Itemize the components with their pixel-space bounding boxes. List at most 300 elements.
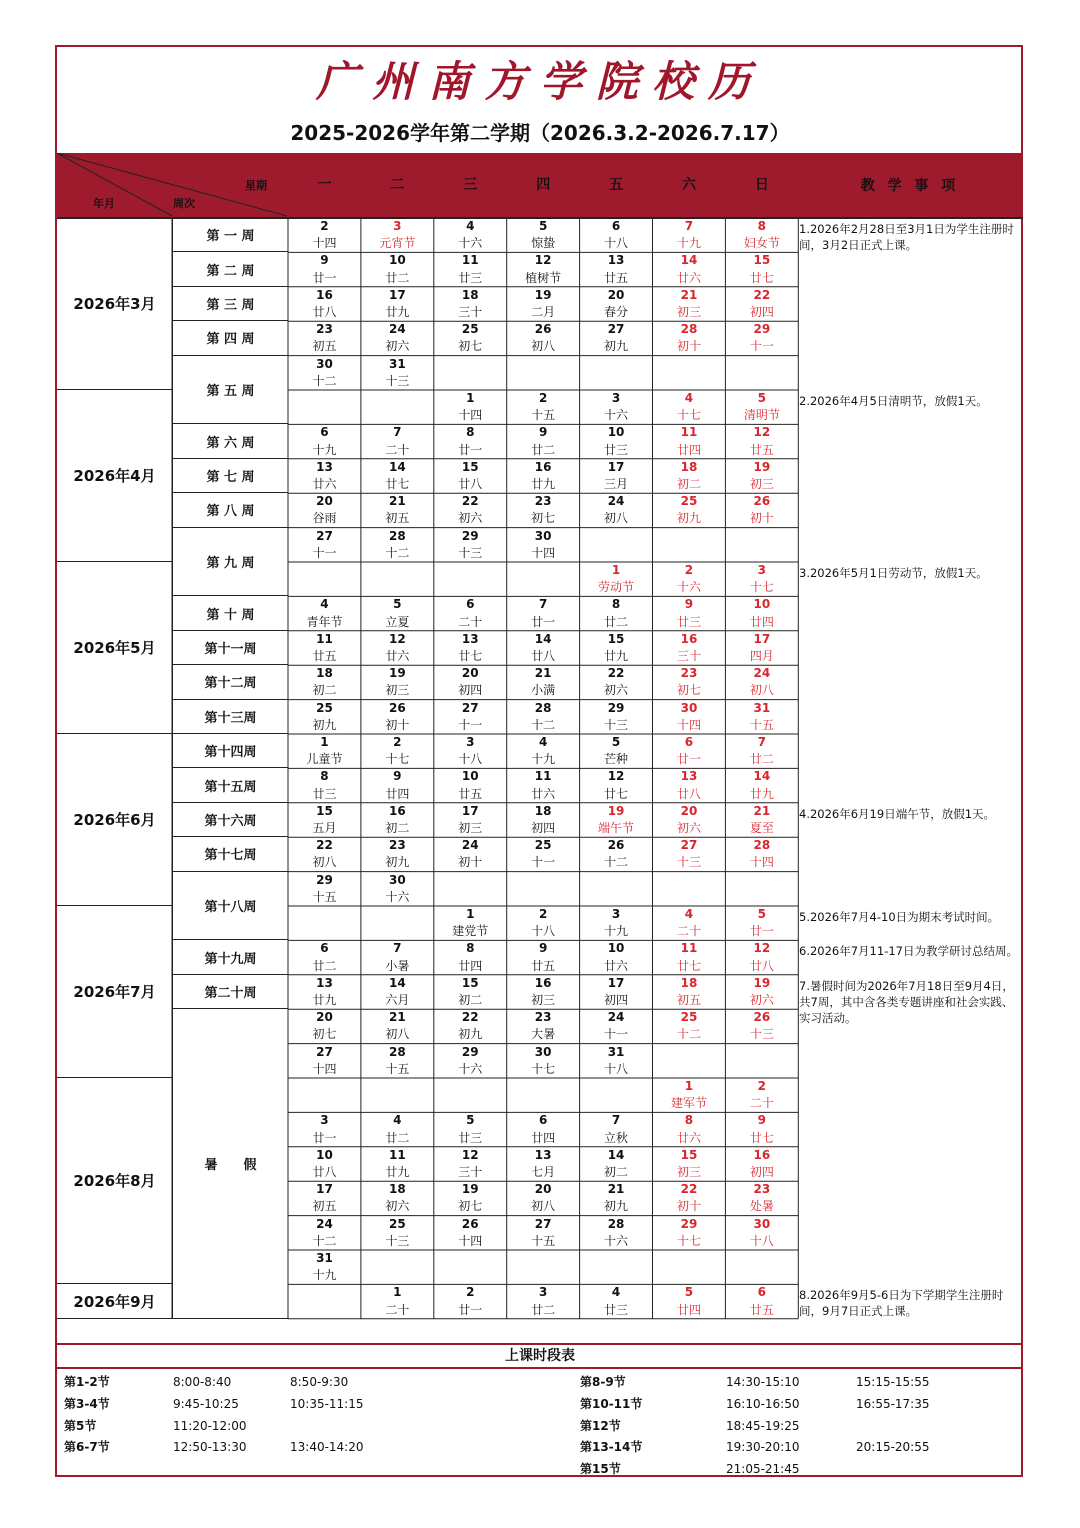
date-number: 28: [534, 700, 552, 715]
date-number: 5: [684, 1285, 694, 1300]
date-number: 23: [316, 322, 333, 337]
period-time: 20:15-20:55: [856, 1440, 930, 1455]
teaching-note: 3.2026年5月1日劳动节，放假1天。: [799, 566, 988, 580]
lunar-date: 十七: [749, 580, 774, 595]
lunar-date: 初六: [458, 511, 483, 526]
date-number: 3: [466, 735, 475, 749]
lunar-date: 十八: [531, 924, 556, 939]
date-number: 24: [461, 838, 479, 853]
lunar-date: 廿五: [749, 442, 774, 457]
lunar-date: 廿三: [458, 1130, 483, 1145]
lunar-date: 廿八: [531, 649, 556, 663]
lunar-date: 廿六: [312, 477, 337, 491]
lunar-date: 十三: [458, 545, 483, 560]
lunar-date: 初九: [458, 1027, 483, 1042]
period-label: 第13-14节: [580, 1440, 643, 1455]
lunar-date: 初九: [312, 717, 337, 732]
date-number: 6: [538, 1113, 548, 1128]
date-number: 17: [753, 631, 771, 646]
lunar-date: 十七: [676, 1233, 701, 1248]
lunar-date: 大暑: [531, 1027, 556, 1042]
lunar-date: 初六: [385, 1199, 410, 1214]
lunar-date: 十六: [458, 236, 483, 251]
lunar-date: 妇女节: [743, 236, 780, 251]
lunar-date: 春分: [604, 305, 629, 319]
week-label: 第 十 周: [172, 596, 288, 630]
day-header-5: 五: [609, 177, 624, 193]
lunar-date: 二月: [531, 305, 556, 319]
week-label: 第十四周: [172, 734, 288, 768]
date-number: 16: [388, 803, 406, 818]
date-number: 22: [461, 494, 479, 509]
lunar-date: 十四: [312, 236, 337, 251]
lunar-date: 廿四: [385, 786, 410, 801]
lunar-date: 十四: [458, 408, 483, 423]
date-number: 28: [388, 1044, 406, 1059]
lunar-date: 十九: [676, 236, 701, 251]
lunar-date: 初八: [604, 511, 629, 526]
date-number: 8: [611, 597, 621, 612]
date-number: 18: [316, 666, 333, 681]
date-number: 16: [534, 459, 552, 474]
date-number: 4: [611, 1285, 621, 1300]
date-number: 8: [466, 425, 475, 440]
date-number: 9: [320, 253, 329, 268]
lunar-date: 十三: [676, 855, 701, 870]
date-number: 19: [753, 975, 771, 990]
lunar-date: 十八: [458, 752, 483, 767]
date-number: 2: [684, 563, 694, 577]
lunar-date: 建党节: [452, 924, 489, 939]
period-time: 8:00-8:40: [173, 1375, 232, 1389]
date-number: 24: [607, 1010, 625, 1025]
date-number: 31: [753, 700, 771, 715]
date-number: 12: [461, 1147, 479, 1162]
lunar-date: 四月: [749, 649, 774, 663]
date-number: 4: [684, 907, 694, 921]
date-number: 26: [388, 700, 406, 715]
date-number: 28: [607, 1216, 625, 1231]
lunar-date: 初四: [749, 1165, 774, 1179]
date-number: 5: [611, 735, 621, 749]
date-number: 11: [680, 941, 698, 956]
period-label: 第8-9节: [580, 1375, 626, 1389]
week-label: 第二十周: [172, 975, 288, 1009]
date-number: 15: [316, 803, 333, 818]
date-number: 7: [757, 735, 767, 749]
date-number: 16: [316, 287, 333, 302]
date-number: 14: [753, 769, 771, 784]
date-number: 18: [534, 803, 552, 818]
date-number: 10: [753, 597, 771, 612]
date-number: 23: [680, 666, 698, 681]
lunar-date: 十八: [604, 1061, 629, 1076]
lunar-date: 初十: [676, 339, 701, 354]
week-label: 第 八 周: [172, 493, 288, 527]
date-number: 31: [316, 1251, 333, 1265]
date-number: 16: [753, 1147, 771, 1162]
date-number: 24: [753, 666, 771, 681]
lunar-date: 端午节: [598, 821, 635, 835]
lunar-date: 十三: [385, 1233, 410, 1248]
date-number: 26: [534, 322, 552, 337]
date-number: 4: [684, 391, 694, 405]
date-number: 13: [607, 253, 625, 268]
date-number: 15: [680, 1147, 698, 1162]
date-number: 1: [684, 1079, 694, 1093]
lunar-date: 三月: [604, 477, 629, 491]
day-header-1: 一: [317, 177, 332, 193]
date-number: 22: [607, 666, 625, 681]
date-number: 13: [680, 769, 698, 784]
date-number: 6: [320, 941, 329, 956]
date-number: 18: [461, 287, 479, 302]
date-number: 20: [680, 803, 698, 818]
date-number: 23: [534, 494, 552, 509]
date-number: 21: [388, 1010, 406, 1025]
date-number: 20: [534, 1182, 552, 1197]
lunar-date: 初九: [604, 1199, 629, 1214]
date-number: 24: [388, 322, 406, 337]
date-number: 5: [538, 219, 548, 233]
lunar-date: 初三: [749, 477, 774, 491]
period-time: 15:15-15:55: [856, 1375, 930, 1389]
date-number: 2: [466, 1285, 475, 1300]
lunar-date: 初六: [604, 683, 629, 698]
lunar-date: 二十: [385, 442, 410, 457]
date-number: 10: [607, 425, 625, 440]
date-number: 4: [393, 1113, 402, 1128]
lunar-date: 元宵节: [379, 236, 416, 251]
day-header-3: 三: [463, 177, 478, 193]
period-time: 11:20-12:00: [173, 1418, 247, 1433]
lunar-date: 十二: [604, 855, 629, 870]
date-number: 20: [461, 666, 479, 681]
date-number: 3: [611, 907, 621, 921]
date-number: 3: [320, 1113, 329, 1128]
date-number: 30: [534, 528, 552, 543]
lunar-date: 初五: [312, 1199, 337, 1214]
period-time: 14:30-15:10: [726, 1375, 800, 1389]
date-number: 6: [320, 425, 329, 440]
date-number: 8: [466, 941, 475, 956]
lunar-date: 初三: [385, 683, 410, 698]
date-number: 25: [680, 494, 698, 509]
lunar-date: 二十: [385, 1302, 410, 1317]
date-number: 8: [757, 219, 767, 233]
date-number: 7: [684, 219, 694, 233]
lunar-date: 十一: [531, 855, 556, 870]
lunar-date: 廿一: [531, 614, 556, 629]
lunar-date: 廿二: [749, 752, 774, 767]
week-label: 第十五周: [172, 768, 288, 802]
date-number: 11: [316, 631, 333, 646]
lunar-date: 廿四: [676, 1302, 701, 1317]
date-number: 9: [538, 941, 548, 956]
date-number: 1: [393, 1285, 402, 1300]
lunar-date: 劳动节: [598, 580, 635, 595]
day-header-6: 六: [682, 177, 696, 193]
date-number: 3: [393, 219, 402, 233]
date-number: 10: [388, 253, 406, 268]
date-number: 21: [680, 287, 698, 302]
date-number: 23: [753, 1182, 771, 1197]
date-number: 4: [320, 597, 329, 612]
date-number: 29: [607, 700, 625, 715]
date-number: 11: [388, 1147, 406, 1162]
date-number: 2: [538, 907, 548, 921]
lunar-date: 初六: [749, 993, 774, 1007]
semester-subtitle: 2025-2026学年第二学期（2026.3.2-2026.7.17）: [290, 121, 790, 145]
lunar-date: 廿五: [531, 958, 556, 973]
date-number: 15: [461, 459, 479, 474]
date-number: 12: [388, 631, 406, 646]
date-number: 21: [753, 803, 771, 818]
date-number: 25: [680, 1010, 698, 1025]
lunar-date: 廿四: [749, 614, 774, 629]
date-number: 22: [680, 1182, 698, 1197]
date-number: 14: [388, 975, 406, 990]
period-label: 第3-4节: [64, 1396, 110, 1411]
lunar-date: 初三: [676, 305, 701, 319]
date-number: 15: [607, 631, 625, 646]
lunar-date: 十八: [749, 1233, 774, 1248]
lunar-date: 十八: [604, 236, 629, 251]
lunar-date: 五月: [312, 821, 337, 835]
month-label: 2026年5月: [57, 562, 172, 734]
lunar-date: 初七: [312, 1027, 337, 1042]
week-label: 第十三周: [172, 700, 288, 734]
period-label: 第10-11节: [580, 1396, 643, 1411]
lunar-date: 初八: [312, 855, 337, 870]
date-number: 6: [684, 735, 694, 749]
month-label: 2026年3月: [57, 218, 172, 390]
lunar-date: 初九: [676, 511, 701, 526]
week-label: 第 四 周: [172, 321, 288, 355]
lunar-date: 十五: [531, 1233, 556, 1248]
lunar-date: 廿八: [312, 305, 337, 319]
lunar-date: 十一: [458, 717, 483, 732]
lunar-date: 七月: [531, 1165, 556, 1179]
lunar-date: 廿七: [676, 958, 701, 973]
date-number: 30: [316, 356, 333, 371]
date-number: 19: [461, 1182, 479, 1197]
date-number: 25: [388, 1216, 406, 1231]
date-number: 16: [680, 631, 698, 646]
lunar-date: 儿童节: [306, 752, 343, 767]
date-number: 14: [680, 253, 698, 268]
date-number: 5: [393, 597, 402, 612]
teaching-note: 8.2026年9月5-6日为下学期学生注册时间，9月7日正式上课。: [799, 1288, 1004, 1319]
day-header-7: 日: [754, 177, 769, 193]
date-number: 14: [388, 459, 406, 474]
date-number: 22: [461, 1010, 479, 1025]
lunar-date: 廿七: [458, 649, 483, 663]
lunar-date: 小满: [531, 683, 556, 698]
teaching-note: 5.2026年7月4-10日为期末考试时间。: [799, 910, 1000, 924]
lunar-date: 廿六: [676, 1130, 701, 1145]
lunar-date: 建军节: [670, 1096, 707, 1111]
date-number: 12: [753, 941, 771, 956]
lunar-date: 初十: [749, 511, 774, 526]
lunar-date: 十九: [531, 752, 556, 767]
date-number: 4: [538, 735, 548, 749]
lunar-date: 廿四: [458, 958, 483, 973]
date-number: 13: [316, 459, 333, 474]
lunar-date: 十三: [604, 717, 629, 732]
lunar-date: 廿五: [312, 649, 337, 663]
lunar-date: 清明节: [743, 408, 780, 423]
month-label: 2026年8月: [57, 1078, 172, 1284]
date-number: 26: [461, 1216, 479, 1231]
lunar-date: 青年节: [306, 614, 343, 629]
lunar-date: 廿九: [312, 993, 337, 1007]
date-number: 10: [316, 1147, 333, 1162]
date-number: 21: [534, 666, 552, 681]
lunar-date: 初二: [604, 1165, 629, 1179]
lunar-date: 植树节: [525, 270, 562, 285]
date-number: 17: [316, 1182, 333, 1197]
lunar-date: 十一: [604, 1027, 629, 1042]
teaching-note: 6.2026年7月11-17日为教学研讨总结周。: [799, 944, 1018, 959]
lunar-date: 廿四: [531, 1130, 556, 1145]
week-label: 第十一周: [172, 631, 288, 665]
day-header-2: 二: [390, 177, 405, 193]
lunar-date: 廿七: [385, 477, 410, 491]
date-number: 28: [388, 528, 406, 543]
lunar-date: 初五: [676, 993, 701, 1007]
month-label: 2026年7月: [57, 906, 172, 1078]
lunar-date: 廿三: [604, 442, 629, 457]
lunar-date: 十七: [531, 1061, 556, 1076]
date-number: 24: [316, 1216, 333, 1231]
lunar-date: 初六: [385, 339, 410, 354]
lunar-date: 初二: [312, 683, 337, 698]
header-month-label: 年月: [93, 197, 115, 210]
lunar-date: 十五: [749, 717, 774, 732]
lunar-date: 初八: [749, 683, 774, 698]
lunar-date: 廿七: [749, 1130, 774, 1145]
week-label: 第十六周: [172, 803, 288, 837]
date-number: 21: [388, 494, 406, 509]
lunar-date: 芒种: [604, 752, 629, 767]
lunar-date: 廿二: [531, 1302, 556, 1317]
date-number: 26: [753, 1010, 771, 1025]
period-time: 16:55-17:35: [856, 1396, 930, 1411]
lunar-date: 初四: [531, 821, 556, 835]
date-number: 18: [680, 975, 698, 990]
lunar-date: 初四: [749, 305, 774, 319]
lunar-date: 十六: [604, 1233, 629, 1248]
lunar-date: 廿一: [676, 752, 701, 767]
lunar-date: 廿七: [604, 786, 629, 801]
header-weekday-label: 星期: [245, 179, 267, 192]
date-number: 6: [611, 219, 621, 233]
lunar-date: 夏至: [749, 821, 774, 835]
lunar-date: 二十: [458, 614, 483, 629]
lunar-date: 初十: [458, 855, 483, 870]
lunar-date: 初五: [385, 511, 410, 526]
date-number: 19: [388, 666, 406, 681]
lunar-date: 初九: [604, 339, 629, 354]
date-number: 9: [393, 769, 402, 784]
week-label: 第 三 周: [172, 287, 288, 321]
date-number: 13: [316, 975, 333, 990]
lunar-date: 十九: [312, 442, 337, 457]
week-label: 第 一 周: [172, 218, 288, 252]
lunar-date: 廿六: [531, 786, 556, 801]
date-number: 5: [466, 1113, 475, 1128]
date-number: 29: [316, 872, 333, 887]
week-label: 第十二周: [172, 665, 288, 699]
lunar-date: 初二: [676, 477, 701, 491]
header-week-label: 周次: [173, 197, 195, 210]
lunar-date: 初八: [531, 1199, 556, 1214]
date-number: 27: [534, 1216, 552, 1231]
week-label: 第 五 周: [172, 356, 288, 425]
date-number: 17: [607, 459, 625, 474]
date-number: 27: [680, 838, 698, 853]
page-title: 广州南方学院校历: [315, 57, 764, 106]
period-label: 第5节: [64, 1418, 97, 1433]
date-number: 11: [680, 425, 698, 440]
lunar-date: 廿八: [676, 786, 701, 801]
lunar-date: 廿三: [604, 1302, 629, 1317]
date-number: 2: [538, 391, 548, 405]
lunar-date: 廿五: [749, 1302, 774, 1317]
date-number: 27: [461, 700, 479, 715]
lunar-date: 二十: [676, 924, 701, 939]
date-number: 15: [753, 253, 771, 268]
lunar-date: 立秋: [604, 1130, 629, 1145]
lunar-date: 立夏: [385, 614, 410, 629]
lunar-date: 廿二: [604, 614, 629, 629]
lunar-date: 十四: [312, 1061, 337, 1076]
week-label: 第十七周: [172, 837, 288, 871]
date-number: 14: [607, 1147, 625, 1162]
date-number: 13: [534, 1147, 552, 1162]
date-number: 31: [607, 1044, 625, 1059]
lunar-date: 廿六: [385, 649, 410, 663]
date-number: 2: [393, 735, 402, 749]
date-number: 18: [680, 459, 698, 474]
lunar-date: 初九: [385, 855, 410, 870]
week-label: 第 六 周: [172, 424, 288, 458]
date-number: 7: [393, 941, 402, 956]
lunar-date: 十六: [604, 408, 629, 423]
lunar-date: 十四: [676, 717, 701, 732]
period-time: 16:10-16:50: [726, 1396, 800, 1411]
lunar-date: 初二: [458, 993, 483, 1007]
date-number: 16: [534, 975, 552, 990]
date-number: 12: [534, 253, 552, 268]
date-number: 3: [538, 1285, 548, 1300]
lunar-date: 十九: [604, 924, 629, 939]
date-number: 27: [607, 322, 625, 337]
date-number: 6: [466, 597, 475, 612]
lunar-date: 十七: [385, 752, 410, 767]
lunar-date: 廿九: [749, 786, 774, 801]
week-label: 第十九周: [172, 940, 288, 974]
date-number: 13: [461, 631, 479, 646]
week-label: 第十八周: [172, 872, 288, 941]
date-number: 14: [534, 631, 552, 646]
month-label: 2026年4月: [57, 390, 172, 562]
date-number: 23: [534, 1010, 552, 1025]
teaching-note: 7.暑假时间为2026年7月18日至9月4日，共7周，其中含各类专题讲座和社会实践、实习活动。: [799, 978, 1014, 1025]
date-number: 22: [753, 287, 771, 302]
lunar-date: 廿九: [604, 649, 629, 663]
